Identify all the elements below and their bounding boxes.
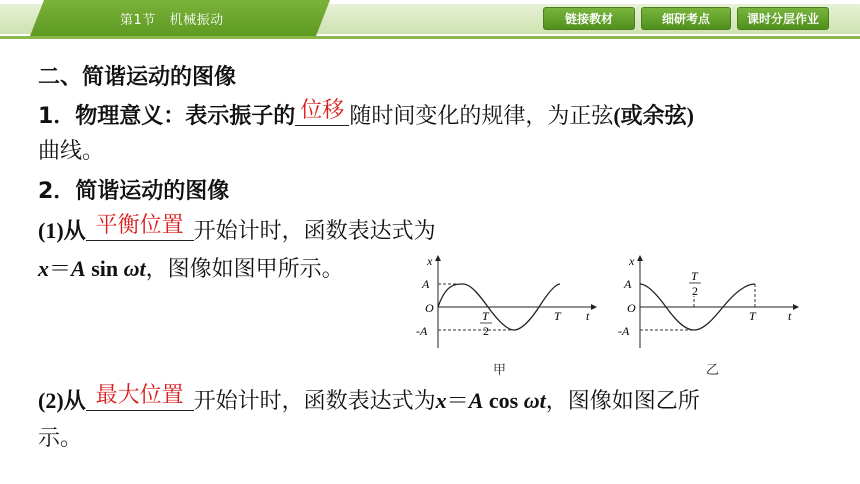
p1-blank xyxy=(295,98,349,126)
p1-text-after: 随时间变化的规律，为正弦 xyxy=(349,104,614,129)
section-heading: 二、简谐运动的图像 xyxy=(38,65,237,90)
yi-half-num: T xyxy=(691,269,698,283)
p3-text-after: 开始计时，函数表达式为 xyxy=(193,389,436,414)
p1-paren: (或余弦) xyxy=(613,103,694,128)
yi-negamp-label: -A xyxy=(618,324,630,338)
textbook-link-button[interactable]: 链接教材 xyxy=(543,7,635,30)
p2-prefix: (1)从 xyxy=(38,218,86,243)
formula-sin: sin xyxy=(85,256,124,281)
p2-answer: 平衡位置 xyxy=(95,213,184,238)
jia-x-label: x xyxy=(427,254,433,268)
key-points-button[interactable]: 细研考点 xyxy=(641,7,731,30)
p3-tail: ，图像如图乙所 xyxy=(545,389,700,414)
graph-jia xyxy=(410,248,600,353)
paragraph-3-line-2: 示。 xyxy=(38,426,83,451)
jia-t-label: t xyxy=(586,309,590,323)
paragraph-2 xyxy=(38,213,436,247)
jia-period-label: T xyxy=(554,309,561,323)
section-title: 第1节 机械振动 xyxy=(120,13,224,28)
graph-yi xyxy=(612,248,802,353)
p3-formula-wt: ωt xyxy=(523,388,546,413)
yi-amp-label: A xyxy=(624,277,632,291)
p3-answer: 最大位置 xyxy=(95,383,184,408)
formula-A: A xyxy=(71,256,86,281)
paragraph-2-formula xyxy=(38,254,344,285)
caption-jia: 甲 xyxy=(493,363,507,378)
p1-text-before: 1．物理意义：表示振子的 xyxy=(38,104,296,129)
p3-formula-cos: cos xyxy=(483,388,524,413)
yi-half-den: 2 xyxy=(692,284,698,298)
p1-answer: 位移 xyxy=(300,98,345,123)
paragraph-3 xyxy=(38,383,700,417)
jia-origin-label: O xyxy=(425,301,434,315)
p2-blank xyxy=(86,213,194,241)
formula-x: x xyxy=(38,256,49,281)
p3-formula-A: A xyxy=(468,388,484,413)
yi-t-label: t xyxy=(788,309,792,323)
header-underline xyxy=(0,36,860,39)
p2-text-after: 开始计时，函数表达式为 xyxy=(193,219,436,244)
jia-negamp-label: -A xyxy=(416,324,428,338)
p3-prefix: (2)从 xyxy=(38,388,86,413)
yi-origin-label: O xyxy=(627,301,636,315)
formula-tail: ，图像如图甲所示。 xyxy=(145,257,344,282)
p3-formula-eq: ＝ xyxy=(446,389,469,414)
subheading-2: 2．简谐运动的图像 xyxy=(38,179,230,204)
p3-formula-x: x xyxy=(435,388,447,413)
jia-amp-label: A xyxy=(422,277,430,291)
formula-wt: ωt xyxy=(123,256,146,281)
caption-yi: 乙 xyxy=(706,363,720,378)
p3-blank xyxy=(86,383,194,411)
paragraph-1-line-2: 曲线。 xyxy=(38,139,105,164)
homework-button[interactable]: 课时分层作业 xyxy=(737,7,829,30)
paragraph-1 xyxy=(38,98,694,132)
header-bar xyxy=(0,0,860,40)
yi-x-label: x xyxy=(629,254,635,268)
jia-half-den: 2 xyxy=(483,324,489,338)
jia-half-num: T xyxy=(482,309,489,323)
yi-period-label: T xyxy=(749,309,756,323)
formula-eq: ＝ xyxy=(49,257,72,282)
